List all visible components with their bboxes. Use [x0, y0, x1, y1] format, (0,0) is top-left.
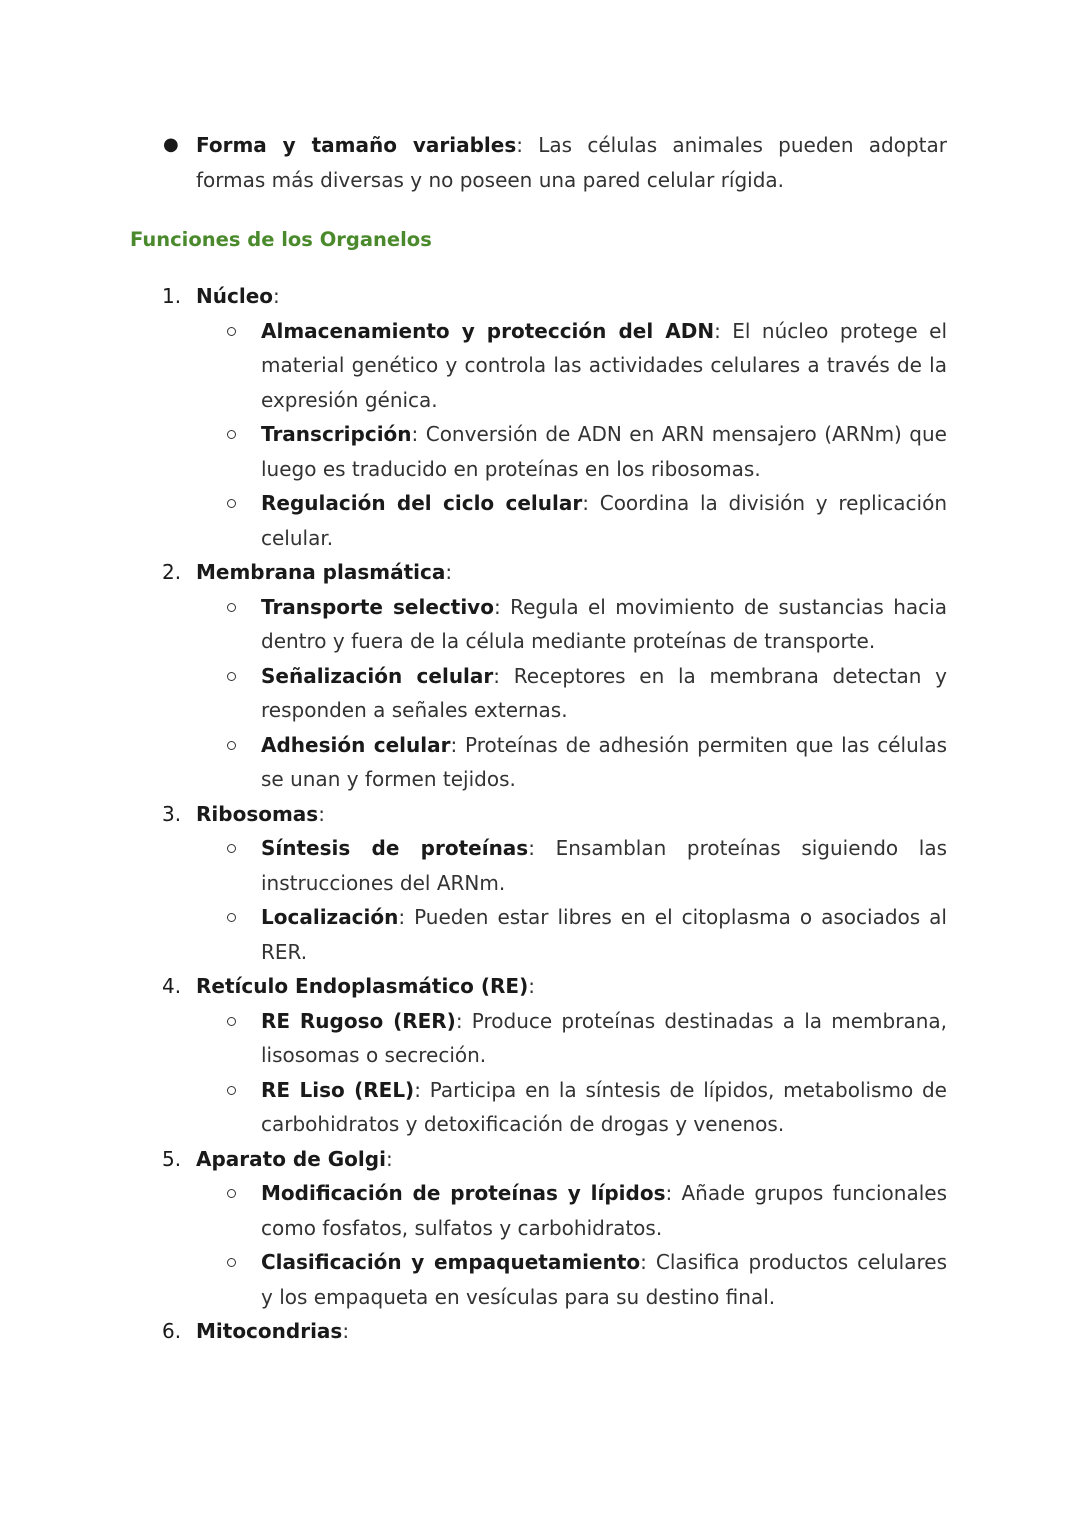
function-text: : Regula el movimiento de sustancias hacia dentro y fuera de la célula mediante proteínas de transporte. [261, 594, 947, 653]
function-term: Señalización celular [261, 663, 494, 688]
organelle-name: Membrana plasmática [196, 560, 446, 584]
function-term: Regulación del ciclo celular [261, 491, 583, 515]
function-term: RE Liso (REL) [261, 1077, 415, 1102]
function-term: Adhesión celular [261, 732, 451, 757]
function-term: Modificación de proteínas y lípidos [261, 1181, 666, 1205]
organelle-item [162, 1314, 947, 1349]
organelle-heading [162, 969, 947, 1004]
list-number: 2. [162, 560, 182, 584]
hollow-bullet-icon [227, 672, 236, 681]
organelle-name: Mitocondrias [196, 1319, 343, 1343]
function-term: Síntesis de proteínas [261, 836, 529, 860]
list-number: 3. [162, 801, 182, 826]
hollow-bullet-icon [227, 603, 236, 612]
function-item [261, 900, 947, 969]
bullet-dot-icon: ● [163, 134, 179, 155]
function-item [261, 314, 947, 418]
function-text: : Añade grupos funcionales como fosfatos, sulfatos y carbohidratos. [261, 1181, 947, 1240]
organelle-item [162, 969, 947, 1142]
organelle-name-suffix: : [445, 560, 453, 584]
organelle-item [162, 797, 948, 970]
function-text: : Ensamblan proteínas siguiendo las instrucciones del ARNm. [261, 836, 948, 895]
intro-text: : Las células animales pueden adoptar formas más diversas y no poseen una pared celular rígida. [196, 133, 947, 192]
function-term: Almacenamiento y protección del ADN [261, 318, 715, 343]
organelle-heading [162, 279, 947, 314]
function-item [261, 1073, 947, 1142]
function-text: : Produce proteínas destinadas a la membrana, lisosomas o secreción. [261, 1008, 947, 1067]
organelle-name-suffix: : [318, 801, 325, 826]
function-term: Clasificación y empaquetamiento [261, 1250, 641, 1274]
hollow-bullet-icon [227, 844, 236, 853]
organelle-name-suffix: : [528, 974, 535, 998]
organelle-heading [162, 1314, 947, 1349]
function-text: : Clasifica productos celulares y los empaqueta en vesículas para su destino final. [261, 1250, 947, 1309]
hollow-bullet-icon [227, 1189, 236, 1198]
hollow-bullet-icon [227, 499, 236, 508]
hollow-bullet-icon [227, 913, 236, 922]
organelle-item [162, 555, 948, 797]
function-text: : Coordina la división y replicación celular. [261, 491, 948, 550]
hollow-bullet-icon [227, 1086, 236, 1095]
list-number: 5. [162, 1146, 182, 1171]
organelle-name-suffix: : [342, 1319, 350, 1343]
organelle-heading [162, 555, 947, 590]
organelle-name-suffix: : [273, 284, 280, 308]
hollow-bullet-icon [227, 1017, 236, 1026]
function-text: : Participa en la síntesis de lípidos, metabolismo de carbohidratos y detoxificación de drogas y venenos. [261, 1077, 947, 1136]
function-item [261, 659, 947, 728]
organelle-name-suffix: : [385, 1146, 393, 1171]
organelle-heading [162, 797, 947, 832]
function-item [261, 1004, 947, 1073]
organelle-item [162, 279, 948, 555]
function-item [261, 1245, 947, 1314]
organelle-name: Retículo Endoplasmático (RE) [196, 974, 529, 998]
function-term: Localización [261, 905, 399, 929]
function-text: : El núcleo protege el material genético y controla las actividades celulares a través de la expresión génica. [261, 318, 947, 412]
function-item [261, 728, 947, 797]
list-number: 1. [162, 284, 182, 308]
list-number: 6. [162, 1319, 182, 1343]
function-term: RE Rugoso (RER) [261, 1008, 456, 1033]
organelle-name: Núcleo [196, 284, 273, 308]
hollow-bullet-icon [227, 430, 236, 439]
function-item [261, 831, 947, 900]
function-item [261, 590, 947, 659]
intro-bullet [163, 128, 947, 197]
function-text: : Proteínas de adhesión permiten que las células se unan y formen tejidos. [261, 732, 948, 791]
organelle-name: Ribosomas [196, 801, 319, 826]
list-number: 4. [162, 974, 182, 998]
organelle-heading [162, 1142, 947, 1177]
hollow-bullet-icon [227, 1258, 236, 1267]
function-item [261, 1176, 947, 1245]
function-term: Transporte selectivo [261, 594, 494, 619]
intro-term: Forma y tamaño variables [196, 133, 517, 157]
organelle-name: Aparato de Golgi [196, 1146, 386, 1171]
function-item [261, 486, 947, 555]
function-text: : Pueden estar libres en el citoplasma o asociados al RER. [261, 905, 947, 964]
organelle-item [162, 1142, 947, 1315]
section-title: Funciones de los Organelos [130, 228, 432, 251]
hollow-bullet-icon [227, 327, 236, 336]
function-term: Transcripción [261, 422, 412, 446]
hollow-bullet-icon [227, 741, 236, 750]
organelle-list [0, 279, 1080, 1349]
function-item [261, 417, 947, 486]
function-text: : Receptores en la membrana detectan y responden a señales externas. [261, 663, 948, 722]
function-text: : Conversión de ADN en ARN mensajero (ARNm) que luego es traducido en proteínas en los ribosomas. [261, 422, 947, 481]
